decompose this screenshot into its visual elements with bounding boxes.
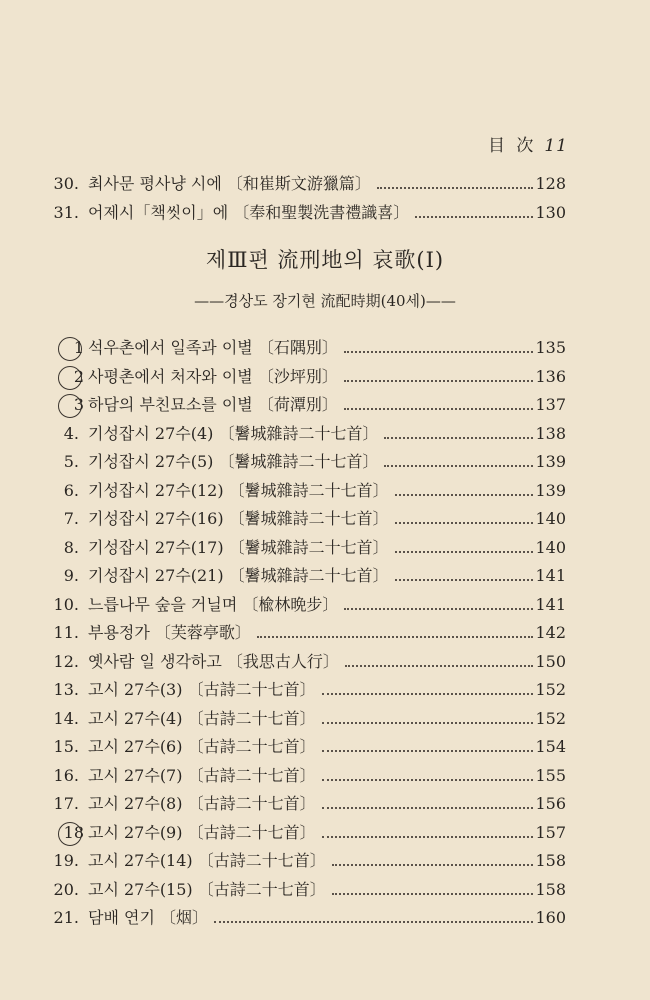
entry-page: 158 <box>535 851 566 870</box>
dot-leader <box>345 648 533 667</box>
dot-leader <box>384 420 533 439</box>
entry-title: 최사문 평사냥 시에 〔和崔斯文游獵篇〕 <box>88 174 371 193</box>
toc-list-previous-section <box>0 170 650 227</box>
toc-entry <box>0 534 650 563</box>
running-head-text: 目 次 <box>487 136 537 156</box>
entry-title: 기성잡시 27수(4) 〔鬐城雜詩二十七首〕 <box>88 423 379 443</box>
toc-entry <box>0 591 650 620</box>
entry-page: 150 <box>535 651 566 671</box>
dot-leader <box>214 904 533 923</box>
dot-leader <box>344 334 533 353</box>
entry-title: 기성잡시 27수(5) 〔鬐城雜詩二十七首〕 <box>88 452 379 471</box>
toc-entry <box>0 705 650 734</box>
entry-title: 부용정가 〔芙蓉亭歌〕 <box>88 623 251 642</box>
entry-page: 141 <box>535 566 566 585</box>
entry-page: 140 <box>535 509 566 528</box>
toc-entry <box>0 363 650 392</box>
toc-entry <box>0 448 650 477</box>
entry-title: 하담의 부친묘소를 이별 〔荷潭別〕 <box>88 395 338 414</box>
entry-page: 139 <box>535 452 566 471</box>
toc-entry <box>0 199 650 228</box>
toc-entry <box>0 170 650 199</box>
entry-title: 기성잡시 27수(17) 〔鬐城雜詩二十七首〕 <box>88 537 389 557</box>
entry-page: 137 <box>535 395 566 414</box>
running-head <box>488 131 568 156</box>
entry-title: 고시 27수(9) 〔古詩二十七首〕 <box>88 822 316 842</box>
toc-entry <box>0 420 650 449</box>
toc-entry <box>0 876 650 905</box>
entry-page: 141 <box>535 594 566 614</box>
entry-title: 고시 27수(6) 〔古詩二十七首〕 <box>88 737 316 756</box>
entry-number: 19. <box>53 851 79 870</box>
toc-entry <box>0 847 650 876</box>
entry-title: 고시 27수(4) 〔古詩二十七首〕 <box>88 708 316 728</box>
entry-title: 기성잡시 27수(21) 〔鬐城雜詩二十七首〕 <box>88 566 389 585</box>
entry-number: 11. <box>53 623 79 642</box>
entry-number: 14. <box>53 708 79 728</box>
entry-page: 152 <box>535 708 566 728</box>
entry-title: 고시 27수(15) 〔古詩二十七首〕 <box>88 879 326 899</box>
dot-leader <box>344 363 533 382</box>
entry-page: 128 <box>535 174 566 193</box>
entry-number: 2 <box>73 366 84 386</box>
entry-page: 157 <box>535 822 566 842</box>
entry-title: 기성잡시 27수(16) 〔鬐城雜詩二十七首〕 <box>88 509 389 528</box>
dot-leader <box>332 876 533 895</box>
entry-number: 30. <box>53 174 79 193</box>
entry-number: 31. <box>53 202 79 222</box>
dot-leader <box>322 762 533 781</box>
dot-leader <box>415 199 533 218</box>
entry-number: 7. <box>63 509 79 528</box>
dot-leader <box>332 847 533 866</box>
entry-page: 156 <box>535 794 566 813</box>
entry-number: 3 <box>73 395 84 414</box>
entry-title: 고시 27수(8) 〔古詩二十七首〕 <box>88 794 316 813</box>
entry-number: 18 <box>63 822 84 842</box>
entry-number: 6. <box>63 480 79 500</box>
dot-leader <box>395 477 533 496</box>
entry-page: 138 <box>535 423 566 443</box>
entry-title: 기성잡시 27수(12) 〔鬐城雜詩二十七首〕 <box>88 480 389 500</box>
toc-entry <box>0 904 650 933</box>
entry-page: 160 <box>535 908 566 927</box>
entry-page: 154 <box>535 737 566 756</box>
entry-number: 10. <box>53 594 79 614</box>
entry-number: 17. <box>53 794 79 813</box>
toc-entry <box>0 619 650 648</box>
section-title: 제Ⅲ편 流刑地의 哀歌(Ⅰ) <box>205 248 445 272</box>
entry-number: 12. <box>53 651 79 671</box>
entry-title: 석우촌에서 일족과 이별 〔石隅別〕 <box>88 338 338 357</box>
toc-entry <box>0 676 650 705</box>
entry-number: 9. <box>63 566 79 585</box>
dot-leader <box>322 790 533 809</box>
entry-number: 4. <box>63 423 79 443</box>
dot-leader <box>395 562 533 581</box>
toc-list-section-3 <box>0 334 650 933</box>
toc-entry <box>0 790 650 819</box>
dot-leader <box>344 391 533 410</box>
entry-number: 20. <box>53 879 79 899</box>
dot-leader <box>344 591 533 610</box>
entry-page: 152 <box>535 680 566 699</box>
toc-entry <box>0 762 650 791</box>
entry-number: 16. <box>53 765 79 785</box>
toc-entry <box>0 562 650 591</box>
entry-page: 142 <box>535 623 566 642</box>
entry-title: 고시 27수(7) 〔古詩二十七首〕 <box>88 765 316 785</box>
toc-entry <box>0 477 650 506</box>
entry-page: 135 <box>535 338 566 357</box>
dot-leader <box>384 448 533 467</box>
entry-number: 21. <box>53 908 79 927</box>
dot-leader <box>322 733 533 752</box>
entry-title: 고시 27수(14) 〔古詩二十七首〕 <box>88 851 326 870</box>
entry-number: 8. <box>63 537 79 557</box>
entry-title: 어제시「책씻이」에 〔奉和聖製洗書禮識喜〕 <box>88 202 410 222</box>
entry-title: 옛사람 일 생각하고 〔我思古人行〕 <box>88 651 339 671</box>
entry-number: 5. <box>63 452 79 471</box>
entry-page: 158 <box>535 879 566 899</box>
entry-page: 140 <box>535 537 566 557</box>
toc-entry <box>0 391 650 420</box>
dot-leader <box>395 534 533 553</box>
entry-title: 사평촌에서 처자와 이별 〔沙坪別〕 <box>88 366 338 386</box>
dot-leader <box>377 170 533 189</box>
entry-number: 1 <box>73 338 84 357</box>
entry-page: 130 <box>535 202 566 222</box>
entry-number: 15. <box>53 737 79 756</box>
dot-leader <box>322 819 533 838</box>
page-number: 11 <box>544 136 568 156</box>
entry-page: 139 <box>535 480 566 500</box>
toc-entry <box>0 733 650 762</box>
entry-title: 느릅나무 숲을 거닐며 〔楡林晩步〕 <box>88 594 339 614</box>
dot-leader <box>322 705 533 724</box>
entry-page: 155 <box>535 765 566 785</box>
dot-leader <box>395 505 533 524</box>
entry-title: 고시 27수(3) 〔古詩二十七首〕 <box>88 680 316 699</box>
toc-entry <box>0 505 650 534</box>
toc-entry <box>0 648 650 677</box>
dot-leader <box>257 619 533 638</box>
section-subtitle: ——경상도 장기현 流配時期(40세)—— <box>194 292 456 310</box>
toc-entry <box>0 819 650 848</box>
entry-page: 136 <box>535 366 566 386</box>
toc-entry <box>0 334 650 363</box>
entry-title: 담배 연기 〔烟〕 <box>88 908 208 927</box>
dot-leader <box>322 676 533 695</box>
entry-number: 13. <box>53 680 79 699</box>
